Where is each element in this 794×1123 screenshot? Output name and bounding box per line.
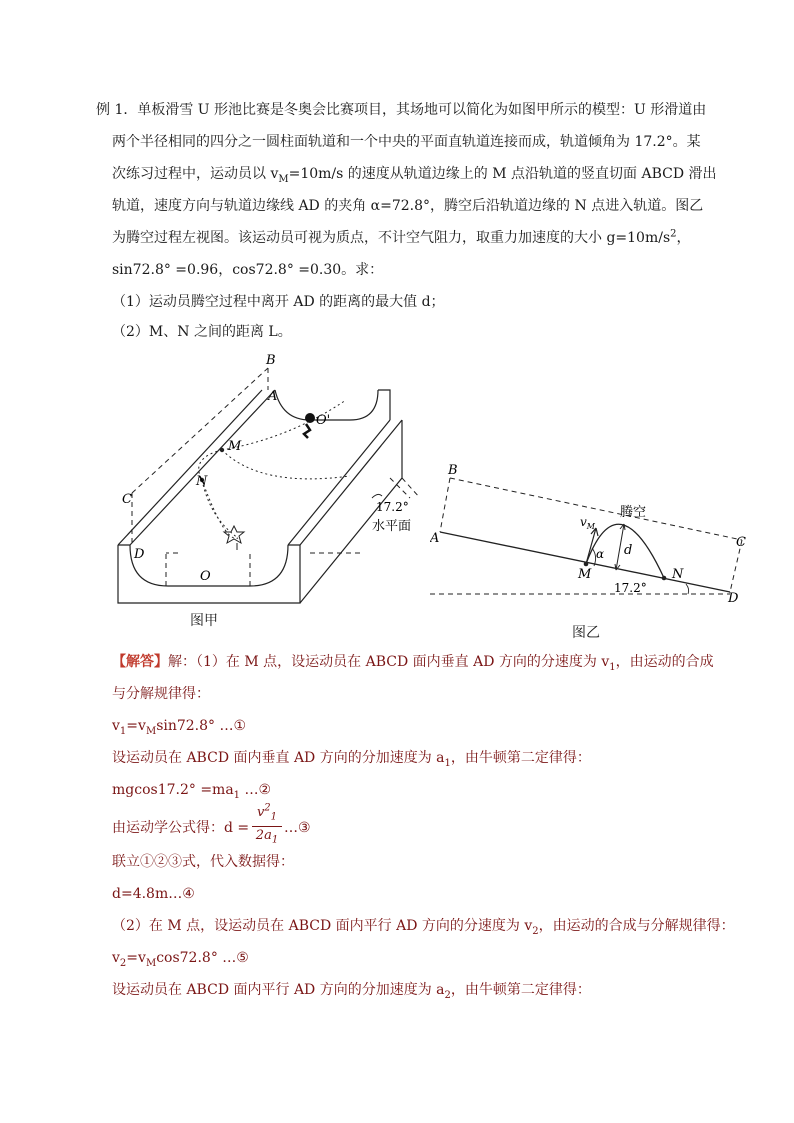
figure-a-caption: 图甲 — [190, 613, 218, 629]
problem-text: 为腾空过程左视图。该运动员可视为质点，不计空气阻力，取重力加速度的大小 g=10m/s — [112, 230, 671, 246]
question-1 — [112, 292, 445, 312]
label-angle: 17.2° — [376, 500, 409, 514]
fraction-denominator: $2a_1$ — [255, 828, 279, 846]
problem-line-2 — [112, 132, 701, 152]
equation-3: 由运动学公式得：d = — [112, 820, 250, 836]
equation-3-end: …③ — [284, 820, 311, 836]
label-alpha: α — [596, 547, 605, 561]
problem-text: 两个半径相同的四分之一圆柱面轨道和一个中央的平面直轨道连接而成，轨道倾角为 17.2°。某 — [112, 134, 701, 150]
subscript: 1 — [609, 661, 616, 673]
label-n: N — [672, 567, 684, 582]
label-a: A — [268, 389, 278, 404]
figure-a-halfpipe — [110, 348, 430, 608]
fraction-numerator: $v^2_1$ — [256, 802, 278, 823]
solution-line-4: 联立①②③式，代入数据得： — [112, 854, 294, 870]
problem-text: ， — [676, 230, 691, 246]
problem-text: 例 1．单板滑雪 U 形池比赛是冬奥会比赛项目，其场地可以简化为如图甲所示的模型：U 形滑道由 — [96, 102, 707, 118]
subscript: M — [278, 173, 289, 185]
solution-line-2 — [112, 684, 210, 704]
label-n: N — [196, 474, 208, 489]
superscript: 2 — [670, 228, 677, 240]
label-b: B — [266, 353, 276, 368]
label-horizontal: 水平面 — [372, 519, 412, 534]
label-m: M — [578, 567, 592, 582]
solution-line-6: 设运动员在 ABCD 面内平行 AD 方向的分加速度为 $a_2$，由牛顿第二定律得： — [112, 982, 591, 1001]
solution-line-5: （2）在 M 点，设运动员在 ABCD 面内平行 AD 方向的分速度为 $v_2$，由运动的合成与分解规律得： — [112, 918, 735, 937]
label-airborne: 腾空 — [620, 505, 647, 520]
equation-2: $mgcos17.2^\circ =ma_1$ …② — [112, 782, 272, 801]
problem-text: sin72.8° =0.96，cos72.8° =0.30。求： — [112, 262, 384, 278]
solution-text: ，由运动的合成 — [615, 654, 714, 670]
label-c: C — [736, 535, 746, 550]
problem-line-6 — [112, 260, 383, 280]
problem-text: 轨道，速度方向与轨道边缘线 AD 的夹角 α=72.8°，腾空后沿轨道边缘的 N 点进入轨道。图乙 — [112, 198, 704, 214]
label-d-distance: d — [624, 543, 633, 558]
label-angle: 17.2° — [614, 581, 647, 595]
label-c: C — [122, 492, 132, 507]
label-m: M — [228, 439, 242, 454]
equation-5: $v_2=v_M\cos 72.8^\circ$ …⑤ — [112, 950, 249, 969]
label-a: A — [430, 531, 440, 546]
problem-line-1 — [96, 100, 706, 120]
figure-b-side-view — [430, 458, 760, 608]
label-d: D — [134, 547, 145, 562]
label-o-prime: O' — [316, 413, 331, 428]
problem-line-3 — [112, 164, 717, 184]
problem-line-4 — [112, 196, 703, 216]
label-vm: $v_M$ — [580, 515, 595, 531]
solution-text: 解：（1）在 M 点，设运动员在 ABCD 面内垂直 AD 方向的分速度为 v — [168, 654, 610, 670]
label-d: D — [728, 591, 739, 606]
problem-text: 次练习过程中，运动员以 v — [112, 166, 279, 182]
problem-line-5 — [112, 228, 691, 248]
solution-line-1 — [112, 652, 714, 672]
equation-1: $v_1=v_M\sin 72.8^\circ$ …① — [112, 718, 247, 737]
solution-text: 与分解规律得： — [112, 686, 210, 702]
label-b: B — [448, 463, 458, 478]
label-o: O — [200, 569, 211, 584]
solution-line-3: 设运动员在 ABCD 面内垂直 AD 方向的分加速度为 $a_1$，由牛顿第二定律得： — [112, 750, 591, 769]
fraction-bar — [252, 826, 282, 827]
question-text: （2）M、N 之间的距离 L。 — [112, 324, 292, 340]
solution-tag: 【解答】 — [112, 654, 168, 670]
problem-text: =10m/s 的速度从轨道边缘上的 M 点沿轨道的竖直切面 ABCD 滑出 — [288, 166, 717, 182]
figure-b-caption: 图乙 — [572, 625, 600, 641]
question-2 — [112, 322, 292, 342]
equation-4: d=4.8m…④ — [112, 886, 195, 902]
question-text: （1）运动员腾空过程中离开 AD 的距离的最大值 d； — [112, 294, 445, 310]
